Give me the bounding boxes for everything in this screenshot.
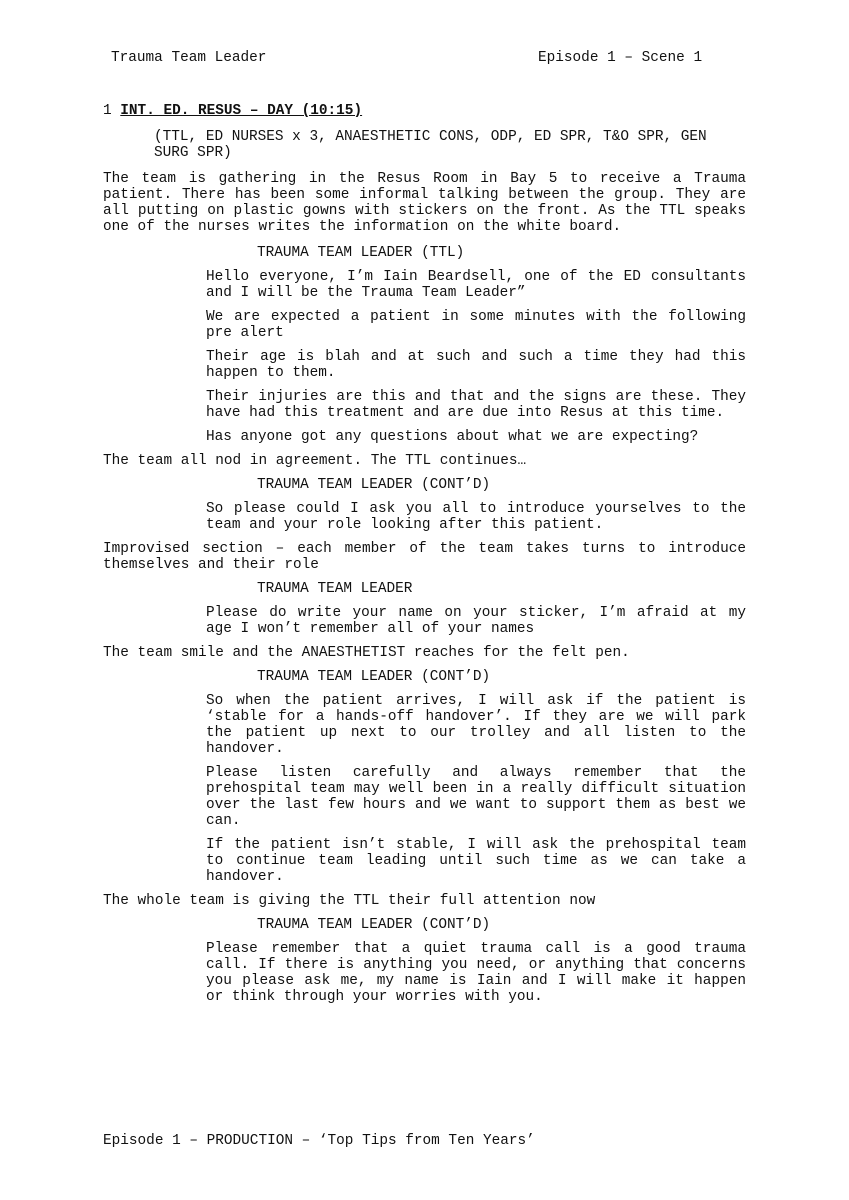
dialogue-line: Please remember that a quiet trauma call is a good trauma call. If there is anything you need, or anything that concerns you please ask me, my name is Iain and I will make it happen or think through your worries with you. <box>206 941 746 1005</box>
dialogue-line: Please listen carefully and always remember that the prehospital team may well been in a really difficult situation over the last few hours and we want to support them as best we can. <box>206 765 746 829</box>
dialogue-line: If the patient isn’t stable, I will ask the prehospital team to continue team leading until such time as we can take a handover. <box>206 837 746 885</box>
page-header-episode: Episode 1 – Scene 1 <box>538 50 703 66</box>
dialogue-line: Hello everyone, I’m Iain Beardsell, one of the ED consultants and I will be the Trauma Team Leader” <box>206 269 746 301</box>
scene-number: 1 <box>103 103 112 119</box>
character-name: TRAUMA TEAM LEADER (CONT’D) <box>257 477 491 493</box>
dialogue-line: Has anyone got any questions about what we are expecting? <box>206 429 699 445</box>
dialogue-line: Their age is blah and at such and such a time they had this happen to them. <box>206 349 746 381</box>
action-line: The team all nod in agreement. The TTL continues… <box>103 453 527 469</box>
dialogue-line: So when the patient arrives, I will ask if the patient is ‘stable for a hands-off handover’. If they are we will park the patient up next to our trolley and all listen to the handover. <box>206 693 746 757</box>
page-footer: Episode 1 – PRODUCTION – ‘Top Tips from Ten Years’ <box>103 1133 535 1149</box>
scene-cast-list: (TTL, ED NURSES x 3, ANAESTHETIC CONS, ODP, ED SPR, T&O SPR, GEN SURG SPR) <box>154 129 707 161</box>
dialogue-line: Please do write your name on your sticker, I’m afraid at my age I won’t remember all of your names <box>206 605 746 637</box>
action-line: The team smile and the ANAESTHETIST reaches for the felt pen. <box>103 645 630 661</box>
character-name: TRAUMA TEAM LEADER (CONT’D) <box>257 669 491 685</box>
character-name: TRAUMA TEAM LEADER (TTL) <box>257 245 465 261</box>
character-name: TRAUMA TEAM LEADER (CONT’D) <box>257 917 491 933</box>
dialogue-line: We are expected a patient in some minutes with the following pre alert <box>206 309 746 341</box>
action-line: The whole team is giving the TTL their full attention now <box>103 893 596 909</box>
scene-heading: INT. ED. RESUS – DAY (10:15) <box>120 103 363 119</box>
dialogue-line: Their injuries are this and that and the signs are these. They have had this treatment and are due into Resus at this time. <box>206 389 746 421</box>
script-body <box>103 103 746 1005</box>
character-name: TRAUMA TEAM LEADER <box>257 581 413 597</box>
dialogue-line: So please could I ask you all to introduce yourselves to the team and your role looking after this patient. <box>206 501 746 533</box>
action-line: Improvised section – each member of the team takes turns to introduce themselves and their role <box>103 541 746 573</box>
page-header-title: Trauma Team Leader <box>111 50 267 66</box>
action-line: The team is gathering in the Resus Room in Bay 5 to receive a Trauma patient. There has been some informal talking between the group. They are all putting on plastic gowns with stickers on the front. As the TTL speaks one of the nurses writes the information on the white board. <box>103 171 746 235</box>
scene-heading-line <box>103 103 746 119</box>
